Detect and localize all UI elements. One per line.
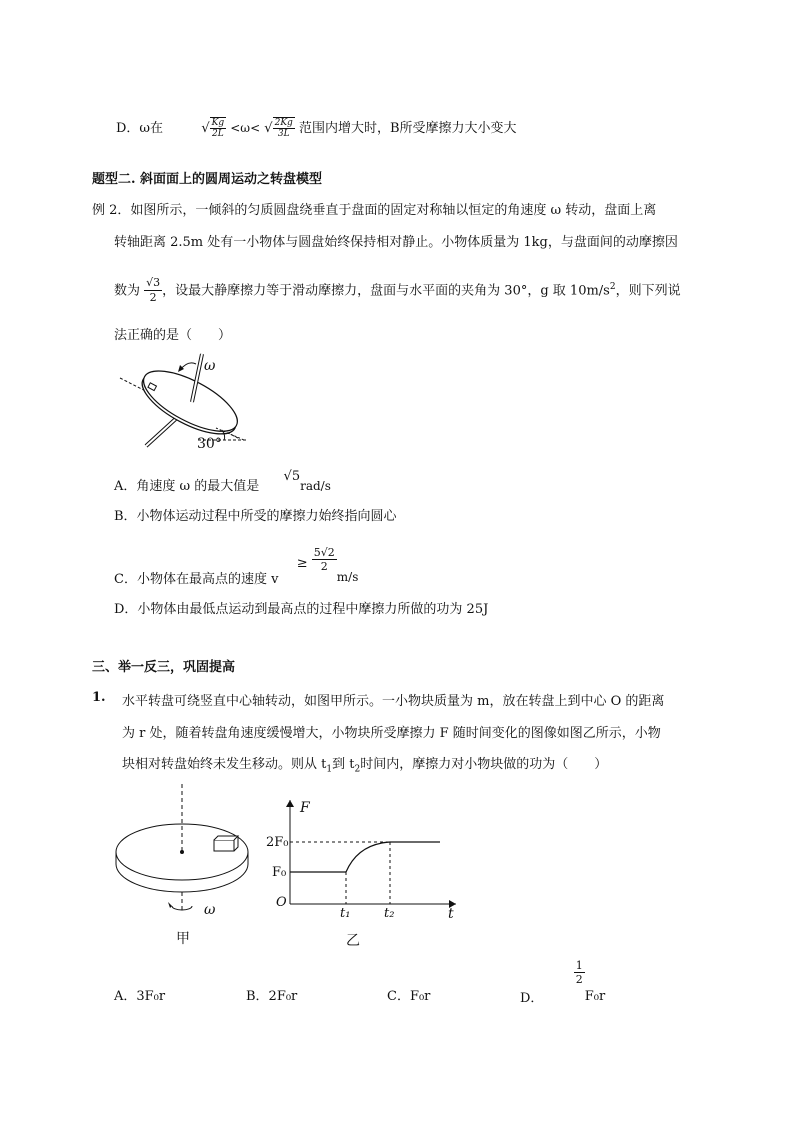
example2-line2: 转轴距离 2.5m 处有一小物体与圆盘始终保持相对静止。小物体质量为 1kg，与盘面间的动摩擦因 [114, 235, 678, 250]
example2-option-c: C．小物体在最高点的速度 v ≥ $\frac{5√2}{2}$ m/s [114, 546, 359, 587]
sqrt-kg-2l: √ $\frac{Kg}{2L}$ [201, 118, 225, 139]
example2-line3: 数为 $\frac{√3}{2}$ ，设最大静摩擦力等于滑动摩擦力，盘面与水平面的夹角为 30°，g 取 $10m/s^2$，则下列说 [114, 276, 681, 305]
mu-fraction: $\frac{√3}{2}$ [146, 276, 161, 305]
graph-origin: O [276, 895, 287, 910]
graph-axis-t: t [448, 906, 454, 922]
q1-option-a: A．3F₀r [114, 989, 166, 1004]
q1-line1: 水平转盘可绕竖直中心轴转动，如图甲所示。一小物块质量为 m，放在转盘上到中心 O 的距离 [122, 694, 665, 709]
option-c-fraction: $\frac{5√2}{2}$ [313, 546, 335, 573]
example2-line4: 法正确的是（ ） [114, 328, 232, 343]
graph-t2: t₂ [384, 906, 395, 921]
section2-title: 题型二. 斜面面上的圆周运动之转盘模型 [92, 172, 323, 187]
fig-jia-label: 甲 [176, 931, 190, 947]
option-a-value: √5rad/s [283, 469, 331, 493]
prev-inequality: <ω< [230, 121, 261, 135]
fig1-angle-label: 30° [197, 436, 222, 452]
q1-line2: 为 r 处，随着转盘角速度缓慢增大，小物块所受摩擦力 F 随时间变化的图像如图乙所示，小物 [122, 726, 661, 741]
sqrt-2kg-3l: √ $\frac{2Kg}{3L}$ [264, 118, 293, 139]
example2-option-a: A．角速度 ω 的最大值是 √5rad/s [114, 469, 331, 494]
example2-option-b: B．小物体运动过程中所受的摩擦力始终指向圆心 [114, 509, 397, 524]
section3-title: 三、举一反三，巩固提高 [92, 660, 236, 675]
prev-option-d-suffix: 范围内增大时，B所受摩擦力大小变大 [298, 121, 517, 136]
frac-kg: Kg [211, 118, 225, 128]
fig-yi-label: 乙 [346, 933, 360, 949]
fig1-omega-label: ω [204, 358, 216, 374]
frac-2l: 2L [212, 129, 224, 139]
example2-line1: 例 2．如图所示，一倾斜的匀质圆盘绕垂直于盘面的固定对称轴以恒定的角速度 ω 转动，盘面上离 [92, 203, 657, 218]
frac-2kg: 2Kg [274, 118, 293, 128]
prev-option-d-prefix: D．ω在 [116, 121, 164, 136]
example2-option-d: D．小物体由最低点运动到最高点的过程中摩擦力所做的功为 25J [114, 602, 489, 617]
frac-3l: 3L [277, 129, 290, 139]
option-d-fraction: $\frac{1}{2}$ [575, 959, 583, 986]
graph-f0: F₀ [272, 865, 287, 880]
inclined-disk-figure [118, 350, 248, 450]
fig-jia-omega: ω [204, 902, 216, 918]
graph-2f0: 2F₀ [266, 835, 289, 850]
q1-option-c: C．F₀r [387, 989, 431, 1004]
q1-number: 1. [92, 690, 106, 705]
graph-axis-f: F [300, 800, 310, 816]
q1-line3: 块相对转盘始终未发生移动。则从 $t_1$到 $t_2$时间内，摩擦力对小物块做的功为（ ） [122, 757, 608, 775]
graph-t1: t₁ [340, 906, 351, 921]
force-time-graph [260, 798, 460, 920]
q1-option-d: D． $\frac{1}{2}$ F₀r [520, 959, 606, 1006]
prev-option-d [116, 110, 517, 146]
q1-option-b: B．2F₀r [246, 989, 298, 1004]
turntable-figure [110, 780, 250, 920]
